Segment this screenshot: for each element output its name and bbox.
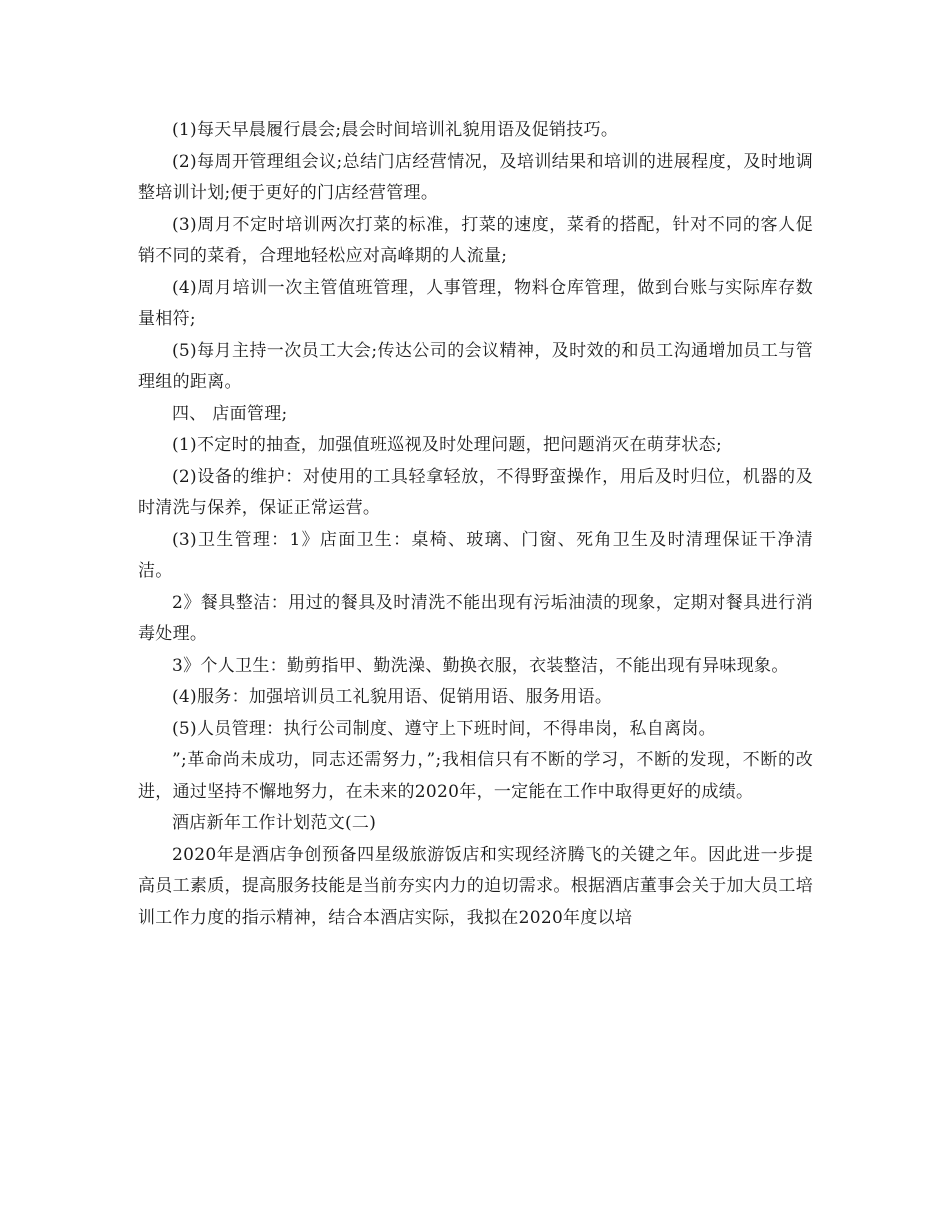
paragraph-14: 2020年是酒店争创预备四星级旅游饭店和实现经济腾飞的关键之年。因此进一步提高员工素质，提高服务技能是当前夯实内力的迫切需求。根据酒店董事会关于加大员工培训工作力度的指示精神，结合本酒店实际，我拟在2020年度以培 [138,844,813,928]
paragraph-12: (5)人员管理：执行公司制度、遵守上下班时间，不得串岗，私自离岗。 [172,718,716,739]
paragraph-1: (1)每天早晨履行晨会;晨会时间培训礼貌用语及促销技巧。 [172,120,619,140]
paragraph-4: (4)周月培训一次主管值班管理，人事管理，物料仓库管理，做到台账与实际库存数量相符; [138,277,813,329]
paragraph-11: (4)服务：加强培训员工礼貌用语、促销用语、服务用语。 [172,687,613,707]
paragraph-7: (2)设备的维护：对使用的工具轻拿轻放，不得野蛮操作，用后及时归位，机器的及时清洗与保养，保证正常运营。 [138,466,813,518]
paragraph-10: 3》个人卫生：勤剪指甲、勤洗澡、勤换衣服，衣装整洁，不能出现有异味现象。 [172,655,789,676]
document-page [138,115,813,934]
subtitle: 酒店新年工作计划范文(二) [172,813,377,833]
paragraph-2: (2)每周开管理组会议;总结门店经营情况，及培训结果和培训的进展程度，及时地调整培训计划;便于更好的门店经营管理。 [138,151,813,203]
section-heading: 四、 店面管理; [172,403,288,424]
paragraph-8: (3)卫生管理：1》店面卫生：桌椅、玻璃、门窗、死角卫生及时清理保证干净清洁。 [138,529,813,581]
paragraph-13: ”;革命尚未成功，同志还需努力，”;我相信只有不断的学习，不断的发现，不断的改进，通过坚持不懈地努力，在未来的2020年，一定能在工作中取得更好的成绩。 [138,750,813,802]
paragraph-5: (5)每月主持一次员工大会;传达公司的会议精神，及时效的和员工沟通增加员工与管理组的距离。 [138,340,813,392]
paragraph-3: (3)周月不定时培训两次打菜的标准，打菜的速度，菜肴的搭配，针对不同的客人促销不同的菜肴，合理地轻松应对高峰期的人流量; [138,214,813,266]
paragraph-9: 2》餐具整洁：用过的餐具及时清洗不能出现有污垢油渍的现象，定期对餐具进行消毒处理。 [138,592,813,644]
paragraph-6: (1)不定时的抽查，加强值班巡视及时处理问题，把问题消灭在萌芽状态; [172,435,723,455]
